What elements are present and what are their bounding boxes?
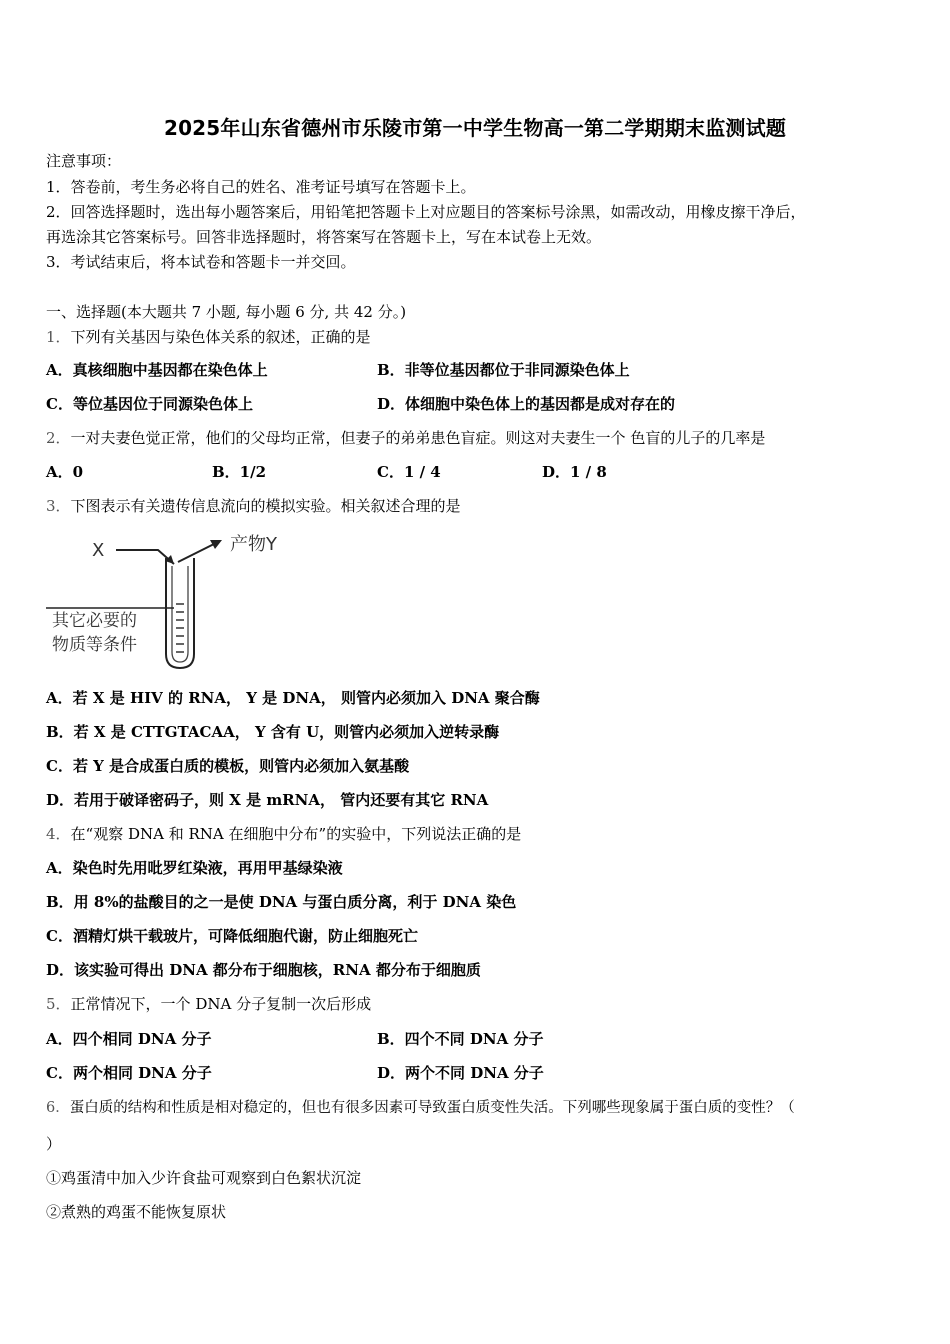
test-tube-figure: [46, 526, 306, 676]
option-b: B．用 8%的盐酸目的之一是使 DNA 与蛋白质分离，利于 DNA 染色: [46, 893, 517, 911]
question-number: 5．: [46, 995, 71, 1013]
question-number: 3．: [46, 497, 71, 515]
option-c: C．酒精灯烘干载玻片，可降低细胞代谢，防止细胞死亡: [46, 927, 418, 945]
figure-side-label-1: 其它必要的: [52, 611, 137, 631]
section-heading: 一、选择题(本大题共 7 小题, 每小题 6 分, 共 42 分。): [46, 303, 407, 321]
figure-x-label: X: [92, 540, 105, 561]
question-2: [46, 428, 765, 448]
output-arrow: [178, 544, 214, 562]
question-stem: 蛋白质的结构和性质是相对稳定的，但也有很多因素可导致蛋白质变性失活。下列哪些现象属于蛋白质的变性？（: [69, 1100, 795, 1116]
question-number: 1．: [46, 328, 71, 346]
option-a: A．染色时先用吡罗红染液，再用甲基绿染液: [46, 859, 343, 877]
notice-item-3: 3．考试结束后，将本试卷和答题卡一并交回。: [46, 253, 356, 271]
option-d: D．两个不同 DNA 分子: [377, 1064, 544, 1082]
option-d: D．1 / 8: [542, 463, 607, 481]
notice-item-2: 2．回答选择题时，选出每小题答案后，用铅笔把答题卡上对应题目的答案标号涂黑，如需改动，用橡皮擦干净后，: [46, 203, 806, 221]
page-title: 2025年山东省德州市乐陵市第一中学生物高一第二学期期末监测试题: [163, 116, 787, 140]
option-b: B．1/2: [212, 463, 267, 481]
question-6: [46, 1098, 795, 1118]
statement-2: ②煮熟的鸡蛋不能恢复原状: [46, 1203, 227, 1221]
liquid: [176, 604, 184, 652]
option-d: D．该实验可得出 DNA 都分布于细胞核，RNA 都分布于细胞质: [46, 961, 481, 979]
question-6-stem-cont: ）: [46, 1135, 62, 1153]
question-number: 2．: [46, 429, 71, 447]
option-b: B．四个不同 DNA 分子: [377, 1030, 544, 1048]
question-stem: 下列有关基因与染色体关系的叙述，正确的是: [70, 328, 371, 346]
option-d: D．体细胞中染色体上的基因都是成对存在的: [377, 395, 676, 413]
notice-heading: 注意事项：: [46, 152, 122, 170]
option-a: A．若 X 是 HIV 的 RNA， Y 是 DNA， 则管内必须加入 DNA 聚合酶: [46, 689, 540, 707]
figure-y-label: 产物Y: [230, 534, 277, 555]
option-a: A．0: [46, 463, 84, 481]
option-b: B．非等位基因都位于非同源染色体上: [377, 361, 630, 379]
option-a: A．真核细胞中基因都在染色体上: [46, 361, 268, 379]
notice-item-1: 1．答卷前，考生务必将自己的姓名、准考证号填写在答题卡上。: [46, 178, 476, 196]
option-c: C．1 / 4: [377, 463, 441, 481]
statement-1: ①鸡蛋清中加入少许食盐可观察到白色絮状沉淀: [46, 1169, 362, 1187]
option-c: C．两个相同 DNA 分子: [46, 1064, 212, 1082]
question-4: [46, 824, 521, 844]
test-tube-inner: [172, 566, 188, 662]
question-stem: 在“观察 DNA 和 RNA 在细胞中分布”的实验中，下列说法正确的是: [70, 825, 522, 843]
option-c: C．等位基因位于同源染色体上: [46, 395, 253, 413]
option-b: B．若 X 是 CTTGTACAA， Y 含有 U，则管内必须加入逆转录酶: [46, 723, 500, 741]
question-stem: 正常情况下，一个 DNA 分子复制一次后形成: [70, 995, 372, 1013]
question-1: [46, 327, 371, 347]
question-3: [46, 496, 461, 516]
question-stem: 一对夫妻色觉正常，他们的父母均正常，但妻子的弟弟患色盲症。则这对夫妻生一个 色盲的儿子的几率是: [70, 429, 766, 447]
option-d: D．若用于破译密码子，则 X 是 mRNA， 管内还要有其它 RNA: [46, 791, 489, 809]
option-a: A．四个相同 DNA 分子: [46, 1030, 212, 1048]
question-stem: 下图表示有关遗传信息流向的模拟实验。相关叙述合理的是: [70, 497, 461, 515]
option-c: C．若 Y 是合成蛋白质的模板，则管内必须加入氨基酸: [46, 757, 410, 775]
figure-side-label-2: 物质等条件: [52, 635, 137, 655]
question-5: [46, 994, 371, 1014]
notice-item-2-cont: 再选涂其它答案标号。回答非选择题时，将答案写在答题卡上，写在本试卷上无效。: [46, 228, 602, 246]
question-number: 6．: [46, 1100, 70, 1116]
question-number: 4．: [46, 825, 71, 843]
